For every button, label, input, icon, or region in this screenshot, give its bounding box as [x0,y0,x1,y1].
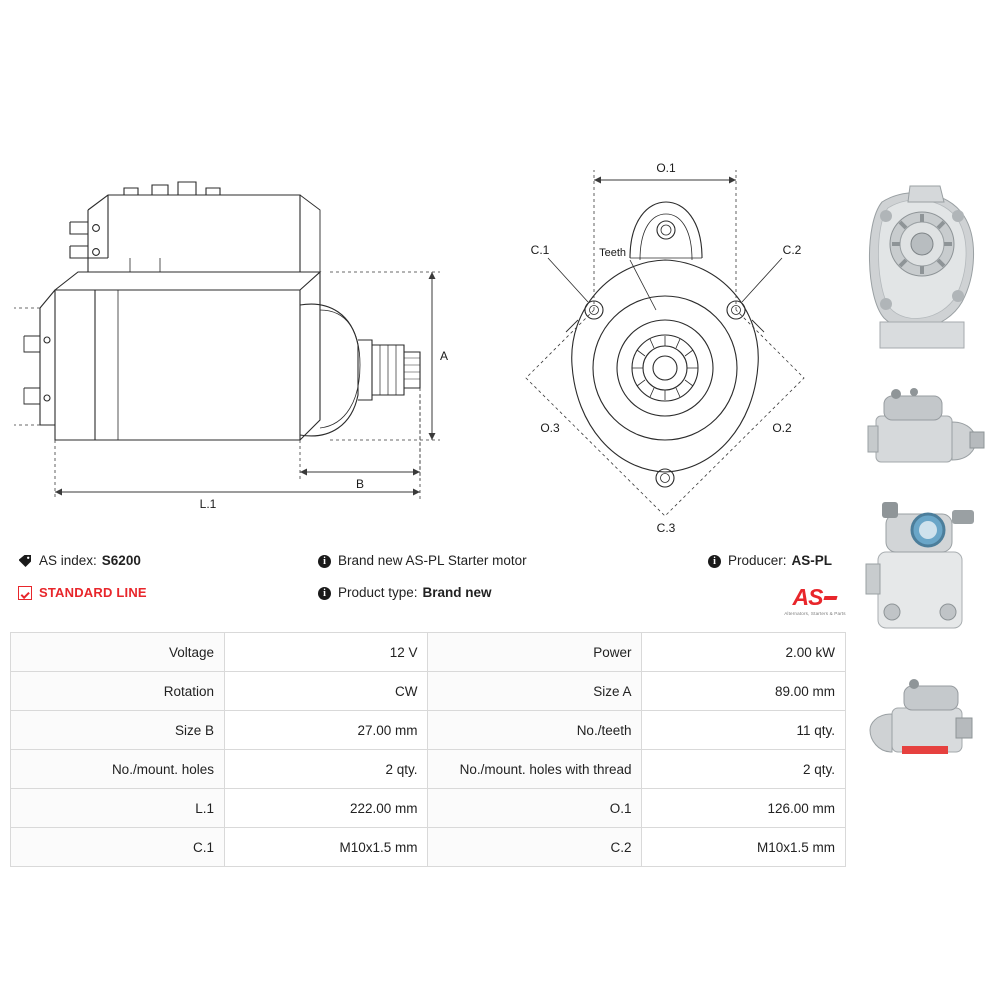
info-column-left [18,552,318,616]
standard-line-label: STANDARD LINE [39,585,147,600]
check-icon [18,586,32,600]
product-type-value: Brand new [422,585,492,600]
dimension-label-C3: C.3 [656,521,676,535]
spec-label: C.1 [11,828,225,867]
info-icon: i [318,587,331,600]
product-photo-side-2[interactable] [852,490,992,660]
table-row [11,750,846,789]
spec-value: 2.00 kW [642,633,846,672]
spec-label: C.2 [428,828,642,867]
spec-label: Size A [428,672,642,711]
dimension-label-O2: O.2 [772,421,792,435]
spec-label: O.1 [428,789,642,828]
starter-front-view-drawing [470,150,860,540]
info-column-right [708,552,868,584]
dimension-label-C1: C.1 [530,243,550,257]
producer-value: AS-PL [791,553,833,568]
product-photo-side-1[interactable] [852,376,992,486]
as-index-value: S6200 [101,553,141,568]
logo-tagline: Alternators, Starters & Parts [784,611,846,616]
spec-value: 2 qty. [642,750,846,789]
table-row [11,633,846,672]
dimension-label-L1: L.1 [199,497,217,511]
dimension-label-B: B [355,477,365,491]
spec-value: 27.00 mm [225,711,428,750]
spec-label: No./teeth [428,711,642,750]
dimension-label-O3: O.3 [540,421,560,435]
description-text: Brand new AS-PL Starter motor [338,553,527,568]
spec-label: L.1 [11,789,225,828]
table-row [11,828,846,867]
product-type-label: Product type: [338,585,418,600]
table-row [11,789,846,828]
product-type-row [318,584,688,602]
standard-line-row [18,584,318,602]
tag-icon [18,554,32,568]
spec-value: 2 qty. [225,750,428,789]
as-index-label: AS index: [39,553,97,568]
logo-bar-icon [824,596,838,600]
spec-value: 222.00 mm [225,789,428,828]
producer-label: Producer: [728,553,787,568]
product-photo-side-3[interactable] [852,664,992,774]
product-info [18,552,838,622]
specifications-table [10,632,846,867]
info-icon: i [708,555,721,568]
table-row [11,672,846,711]
spec-value: M10x1.5 mm [225,828,428,867]
spec-value: M10x1.5 mm [642,828,846,867]
table-row [11,711,846,750]
logo-text: AS [792,584,823,610]
side-view-svg [0,140,480,530]
dimension-label-C2: C.2 [782,243,802,257]
description-row [318,552,688,570]
technical-drawings [0,0,860,540]
spec-label: No./mount. holes with thread [428,750,642,789]
as-index-row [18,552,318,570]
spec-value: 89.00 mm [642,672,846,711]
spec-value: 11 qty. [642,711,846,750]
spec-label: Size B [11,711,225,750]
dimension-label-teeth: Teeth [599,247,626,259]
spec-label: Voltage [11,633,225,672]
starter-side-view-drawing [0,140,480,530]
spec-value: CW [225,672,428,711]
spec-label: Rotation [11,672,225,711]
dimension-label-O1: O.1 [656,161,676,175]
info-icon: i [318,555,331,568]
spec-label: Power [428,633,642,672]
as-pl-logo [780,586,850,616]
spec-label: No./mount. holes [11,750,225,789]
dimension-label-A: A [439,349,449,363]
info-column-middle [318,552,688,616]
product-photo-strip [852,172,992,778]
spec-value: 126.00 mm [642,789,846,828]
spec-value: 12 V [225,633,428,672]
producer-row [708,552,868,570]
front-view-svg [470,150,860,540]
product-photo-front[interactable] [852,172,992,372]
